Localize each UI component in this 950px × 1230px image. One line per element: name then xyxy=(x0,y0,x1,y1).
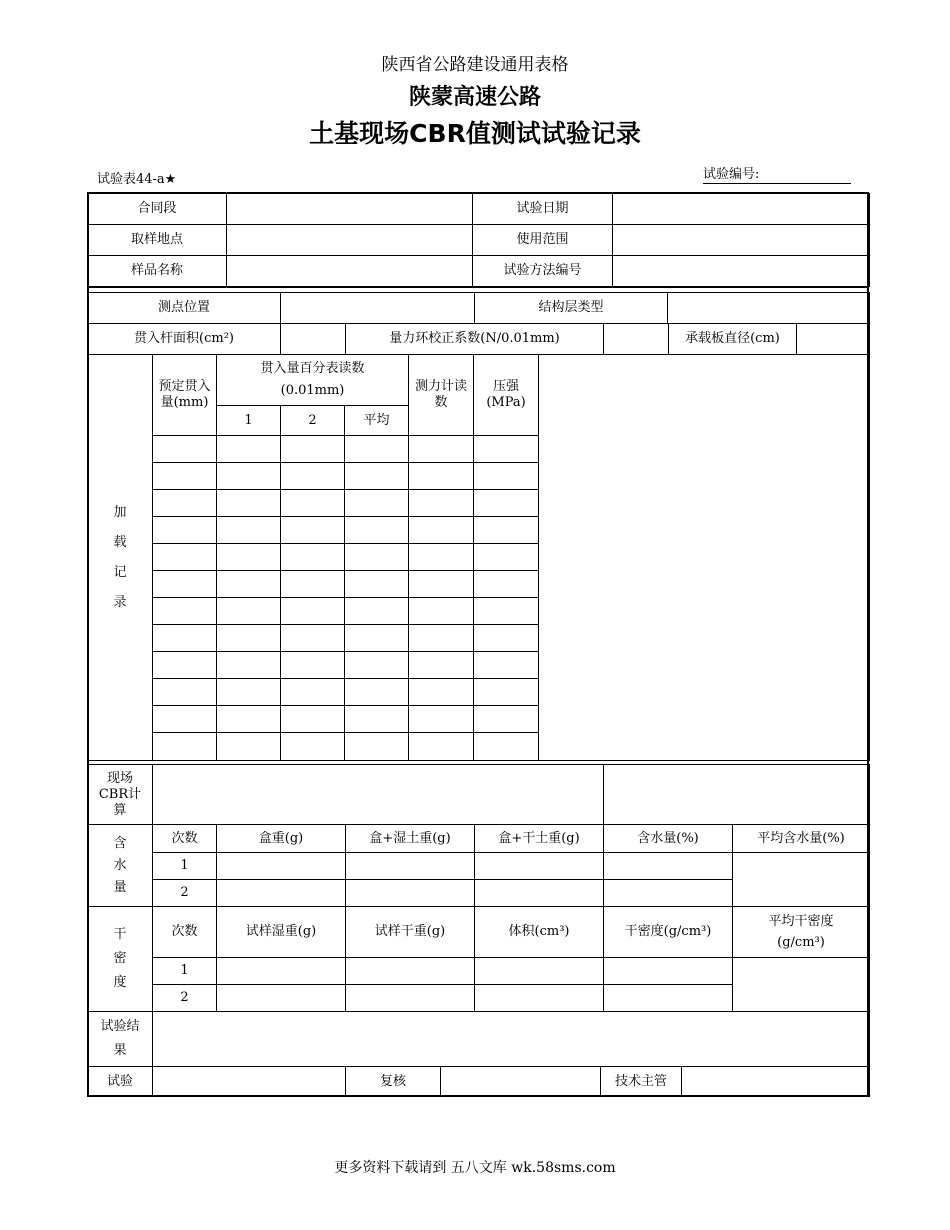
loading-cell[interactable] xyxy=(474,436,539,463)
density-row-1: 1 xyxy=(153,958,217,985)
pressure-header: 压强(MPa) xyxy=(474,355,539,436)
loading-cell[interactable] xyxy=(217,679,281,706)
moisture-cell[interactable] xyxy=(475,853,604,880)
density-cell[interactable] xyxy=(346,958,475,985)
tech-lead-label: 技术主管 xyxy=(601,1067,682,1097)
density-table xyxy=(87,906,870,1012)
density-cell[interactable] xyxy=(475,985,604,1012)
result-label: 试验结果 xyxy=(88,1012,153,1067)
avg-moisture-input[interactable] xyxy=(733,853,870,907)
loading-cell[interactable] xyxy=(345,679,409,706)
footer-link[interactable]: 更多资料下载请到 五八文库 wk.58sms.com xyxy=(334,1160,616,1176)
tester-label: 试验 xyxy=(88,1067,153,1097)
loading-section-label: 加 载 记 录 xyxy=(88,355,153,761)
info-table xyxy=(87,193,870,287)
reviewer-label: 复核 xyxy=(346,1067,441,1097)
loading-cell[interactable] xyxy=(409,490,474,517)
test-point-table-2 xyxy=(87,323,870,355)
section-divider xyxy=(87,287,869,288)
loading-cell[interactable] xyxy=(153,679,217,706)
loading-cell[interactable] xyxy=(281,463,345,490)
loading-cell[interactable] xyxy=(474,706,539,733)
loading-cell[interactable] xyxy=(217,733,281,761)
tester-signature[interactable] xyxy=(153,1067,346,1097)
loading-cell[interactable] xyxy=(153,436,217,463)
loading-cell[interactable] xyxy=(153,517,217,544)
dial-col-avg-header: 平均 xyxy=(345,406,409,436)
method-no-input[interactable] xyxy=(613,256,870,287)
density-section-label: 干 密 度 xyxy=(88,907,153,1012)
loading-cell[interactable] xyxy=(345,733,409,761)
loading-cell[interactable] xyxy=(153,733,217,761)
loading-cell[interactable] xyxy=(474,463,539,490)
loading-chart-area[interactable] xyxy=(539,355,870,761)
agency-title: 陕西省公路建设通用表格 xyxy=(381,55,569,75)
loading-cell[interactable] xyxy=(345,544,409,571)
test-number-field[interactable]: 试验编号: xyxy=(703,163,851,184)
plate-diameter-label: 承载板直径(cm) xyxy=(669,324,797,355)
rod-area-input[interactable] xyxy=(281,324,346,355)
signoff-table xyxy=(87,1066,870,1097)
rod-area-label: 贯入杆面积(cm²) xyxy=(88,324,281,355)
loading-cell[interactable] xyxy=(153,544,217,571)
tech-lead-signature[interactable] xyxy=(682,1067,870,1097)
loading-cell[interactable] xyxy=(345,490,409,517)
reviewer-signature[interactable] xyxy=(441,1067,601,1097)
test-point-position-label: 测点位置 xyxy=(88,293,281,324)
loading-cell[interactable] xyxy=(217,490,281,517)
loading-cell[interactable] xyxy=(281,652,345,679)
loading-cell[interactable] xyxy=(217,652,281,679)
loading-cell[interactable] xyxy=(474,490,539,517)
loading-cell[interactable] xyxy=(409,463,474,490)
loading-cell[interactable] xyxy=(345,625,409,652)
contract-section-input[interactable] xyxy=(227,194,473,225)
cbr-calc-label: 现场CBR计算 xyxy=(88,765,153,825)
loading-cell[interactable] xyxy=(217,463,281,490)
loading-cell[interactable] xyxy=(345,517,409,544)
moisture-table xyxy=(87,824,870,907)
cbr-calc-table xyxy=(87,764,870,825)
loading-cell[interactable] xyxy=(474,544,539,571)
moisture-cell[interactable] xyxy=(217,853,346,880)
loading-cell[interactable] xyxy=(474,652,539,679)
density-cell[interactable] xyxy=(604,958,733,985)
loading-cell[interactable] xyxy=(409,652,474,679)
test-date-input[interactable] xyxy=(613,194,870,225)
loading-cell[interactable] xyxy=(474,679,539,706)
loading-cell[interactable] xyxy=(474,625,539,652)
loading-cell[interactable] xyxy=(217,544,281,571)
force-gauge-header: 测力计读数 xyxy=(409,355,474,436)
loading-cell[interactable] xyxy=(281,598,345,625)
cbr-calc-result[interactable] xyxy=(604,765,870,825)
loading-cell[interactable] xyxy=(474,517,539,544)
loading-cell[interactable] xyxy=(217,571,281,598)
loading-cell[interactable] xyxy=(474,598,539,625)
loading-cell[interactable] xyxy=(281,490,345,517)
loading-cell[interactable] xyxy=(345,706,409,733)
density-cell[interactable] xyxy=(604,985,733,1012)
moisture-cell[interactable] xyxy=(346,880,475,907)
dry-density-header: 干密度(g/cm³) xyxy=(604,907,733,958)
sampling-site-input[interactable] xyxy=(227,225,473,256)
dial-col-1-header: 1 xyxy=(217,406,281,436)
project-title: 陕蒙高速公路 xyxy=(408,85,541,110)
loading-cell[interactable] xyxy=(217,598,281,625)
ring-coef-label: 量力环校正系数(N/0.01mm) xyxy=(346,324,604,355)
test-point-table xyxy=(87,292,870,324)
moisture-row-1: 1 xyxy=(153,853,217,880)
density-row-2: 2 xyxy=(153,985,217,1012)
loading-cell[interactable] xyxy=(153,463,217,490)
loading-cell[interactable] xyxy=(153,490,217,517)
loading-cell[interactable] xyxy=(409,679,474,706)
wet-weight-header: 试样湿重(g) xyxy=(217,907,346,958)
density-cell[interactable] xyxy=(217,985,346,1012)
scope-of-use-input[interactable] xyxy=(613,225,870,256)
volume-header: 体积(cm³) xyxy=(475,907,604,958)
loading-cell[interactable] xyxy=(153,598,217,625)
loading-cell[interactable] xyxy=(409,625,474,652)
moisture-count-header: 次数 xyxy=(153,825,217,853)
layer-type-label: 结构层类型 xyxy=(475,293,668,324)
moisture-cell[interactable] xyxy=(604,880,733,907)
moisture-cell[interactable] xyxy=(346,853,475,880)
dry-weight-header: 试样干重(g) xyxy=(346,907,475,958)
loading-cell[interactable] xyxy=(345,598,409,625)
box-weight-header: 盒重(g) xyxy=(217,825,346,853)
loading-cell[interactable] xyxy=(345,571,409,598)
moisture-content-header: 含水量(%) xyxy=(604,825,733,853)
loading-cell[interactable] xyxy=(281,625,345,652)
loading-cell[interactable] xyxy=(474,733,539,761)
loading-cell[interactable] xyxy=(409,544,474,571)
method-no-label: 试验方法编号 xyxy=(473,256,613,287)
result-input[interactable] xyxy=(153,1012,870,1067)
form-number: 试验表44-a★ xyxy=(97,172,177,187)
moisture-row-2: 2 xyxy=(153,880,217,907)
loading-cell[interactable] xyxy=(409,598,474,625)
sample-name-label: 样品名称 xyxy=(88,256,227,287)
moisture-cell[interactable] xyxy=(604,853,733,880)
loading-cell[interactable] xyxy=(281,517,345,544)
density-count-header: 次数 xyxy=(153,907,217,958)
page-title: 土基现场CBR值测试试验记录 xyxy=(309,119,641,148)
box-dry-header: 盒+干土重(g) xyxy=(475,825,604,853)
layer-type-input[interactable] xyxy=(668,293,870,324)
loading-cell[interactable] xyxy=(217,517,281,544)
plate-diameter-input[interactable] xyxy=(797,324,870,355)
sample-name-input[interactable] xyxy=(227,256,473,287)
loading-cell[interactable] xyxy=(409,733,474,761)
loading-cell[interactable] xyxy=(345,463,409,490)
preset-penetration-header: 预定贯入量(mm) xyxy=(153,355,217,436)
loading-cell[interactable] xyxy=(281,544,345,571)
avg-moisture-header: 平均含水量(%) xyxy=(733,825,870,853)
ring-coef-input[interactable] xyxy=(604,324,669,355)
test-point-position-input[interactable] xyxy=(281,293,475,324)
cbr-calc-input[interactable] xyxy=(153,765,604,825)
loading-cell[interactable] xyxy=(281,679,345,706)
test-date-label: 试验日期 xyxy=(473,194,613,225)
loading-cell[interactable] xyxy=(409,517,474,544)
loading-cell[interactable] xyxy=(474,571,539,598)
avg-dry-density-input[interactable] xyxy=(733,958,870,1012)
density-cell[interactable] xyxy=(475,958,604,985)
loading-cell[interactable] xyxy=(345,436,409,463)
loading-cell[interactable] xyxy=(281,706,345,733)
moisture-cell[interactable] xyxy=(475,880,604,907)
loading-cell[interactable] xyxy=(281,436,345,463)
loading-cell[interactable] xyxy=(153,625,217,652)
density-cell[interactable] xyxy=(346,985,475,1012)
scope-of-use-label: 使用范围 xyxy=(473,225,613,256)
contract-section-label: 合同段 xyxy=(88,194,227,225)
loading-table xyxy=(87,354,870,761)
loading-cell[interactable] xyxy=(153,706,217,733)
loading-cell[interactable] xyxy=(281,733,345,761)
moisture-section-label: 含 水 量 xyxy=(88,825,153,907)
loading-cell[interactable] xyxy=(409,436,474,463)
loading-cell[interactable] xyxy=(217,436,281,463)
box-wet-header: 盒+湿土重(g) xyxy=(346,825,475,853)
loading-cell[interactable] xyxy=(153,571,217,598)
moisture-cell[interactable] xyxy=(217,880,346,907)
loading-cell[interactable] xyxy=(217,625,281,652)
loading-cell[interactable] xyxy=(409,571,474,598)
sampling-site-label: 取样地点 xyxy=(88,225,227,256)
dial-reading-header: 贯入量百分表读数 (0.01mm) xyxy=(217,355,409,406)
loading-cell[interactable] xyxy=(153,652,217,679)
density-cell[interactable] xyxy=(217,958,346,985)
loading-cell[interactable] xyxy=(217,706,281,733)
loading-cell[interactable] xyxy=(281,571,345,598)
result-table xyxy=(87,1011,870,1067)
loading-cell[interactable] xyxy=(409,706,474,733)
loading-cell[interactable] xyxy=(345,652,409,679)
avg-dry-density-header: 平均干密度 (g/cm³) xyxy=(733,907,870,958)
dial-col-2-header: 2 xyxy=(281,406,345,436)
